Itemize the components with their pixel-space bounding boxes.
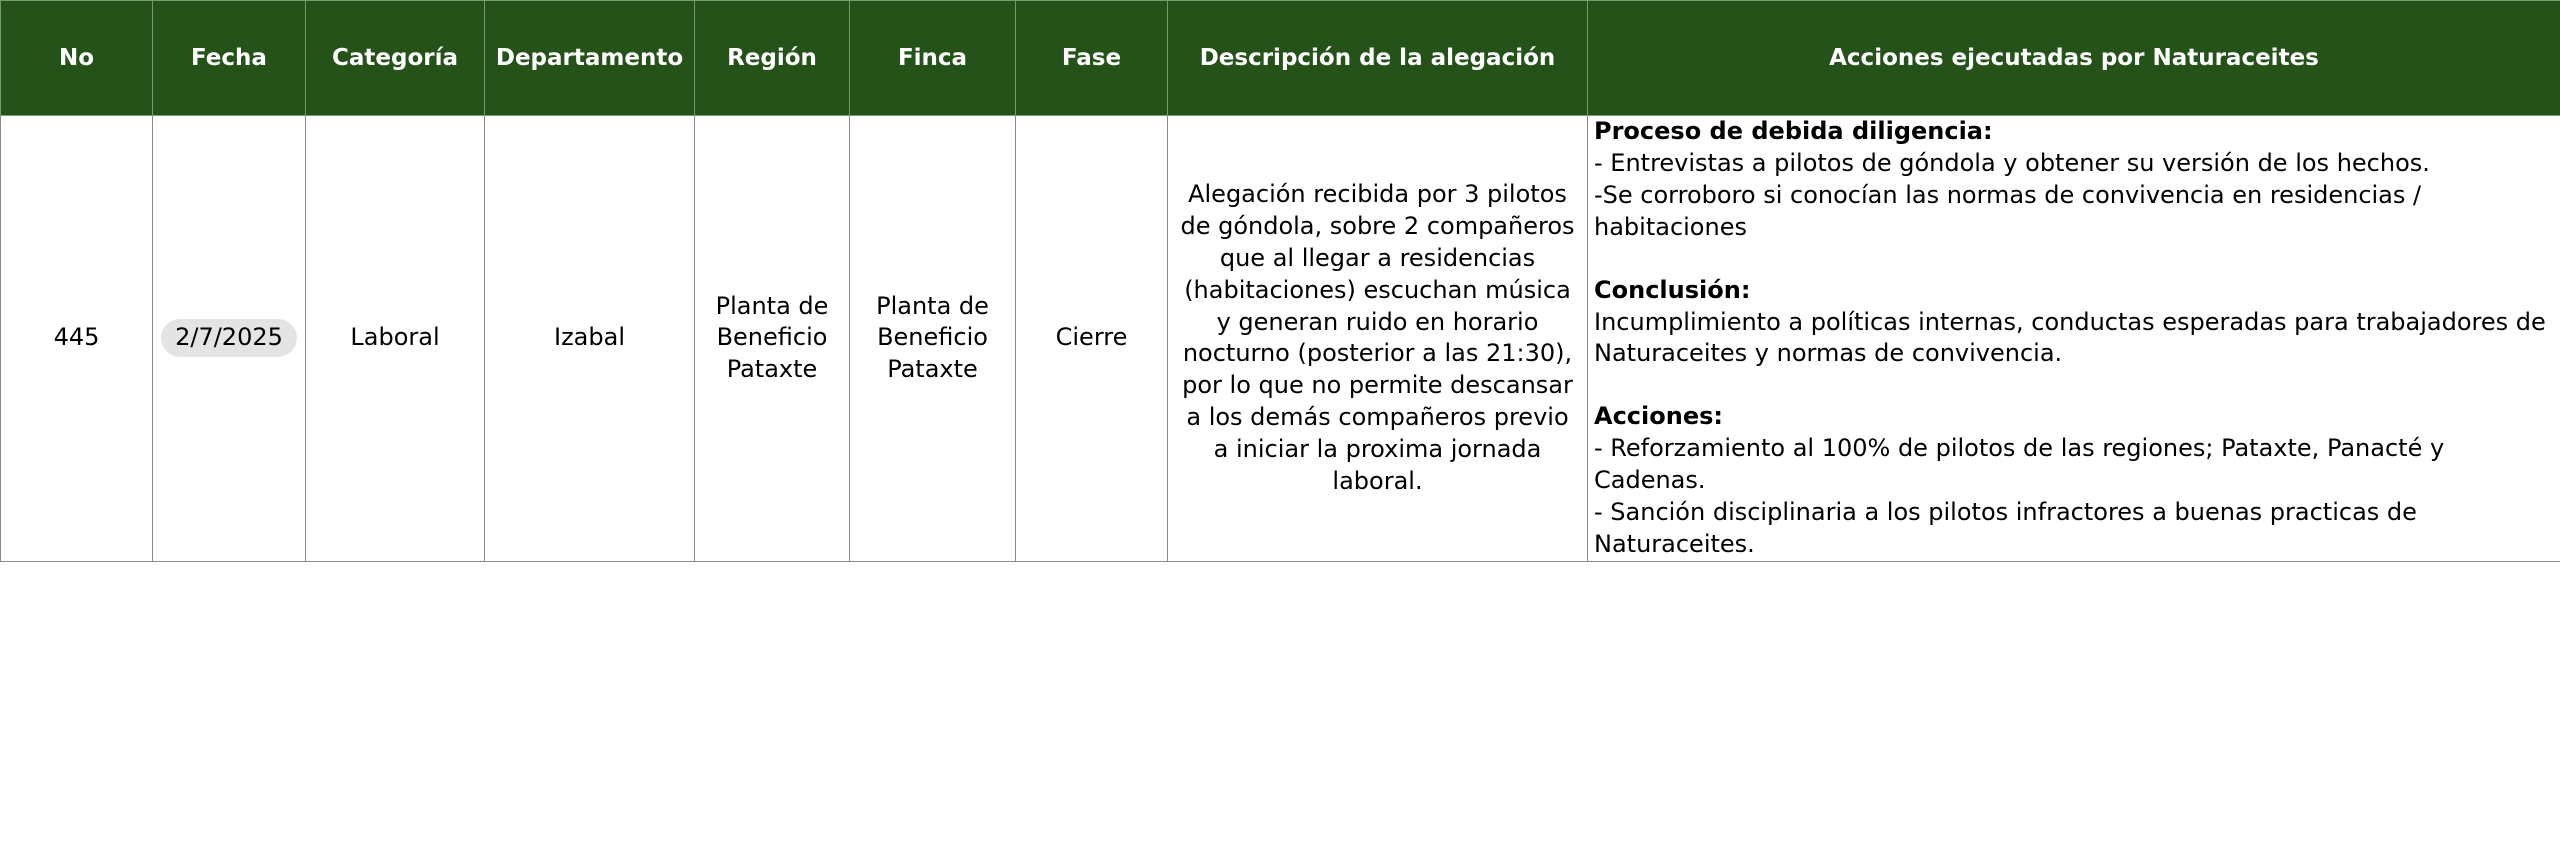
cell-finca: Planta de Beneficio Pataxte: [850, 116, 1016, 562]
header-descripcion: Descripción de la alegación: [1168, 1, 1588, 116]
header-row: [1, 1, 2560, 116]
section-line: - Sanción disciplinaria a los pilotos infractores a buenas practicas de Naturaceites.: [1594, 498, 2417, 558]
cell-fecha: [153, 116, 306, 562]
section-heading-proceso: Proceso de debida diligencia:: [1594, 117, 1993, 145]
section-line: - Entrevistas a pilotos de góndola y obtener su versión de los hechos.: [1594, 148, 2430, 177]
section-acciones: [1594, 401, 2554, 561]
header-categoria: Categoría: [306, 1, 485, 116]
section-proceso: [1594, 116, 2554, 244]
header-fase: Fase: [1016, 1, 1168, 116]
header-acciones: Acciones ejecutadas por Naturaceites: [1588, 1, 2560, 116]
section-line: Incumplimiento a políticas internas, conductas esperadas para trabajadores de Naturaceites y normas de convivencia.: [1594, 307, 2546, 368]
section-line: - Reforzamiento al 100% de pilotos de las regiones; Pataxte, Panacté y Cadenas.: [1594, 434, 2445, 495]
section-heading-acciones: Acciones:: [1594, 402, 1723, 431]
cell-categoria: Laboral: [306, 116, 485, 562]
table-row: [1, 116, 2560, 562]
cell-no: 445: [1, 116, 153, 562]
cell-fase: Cierre: [1016, 116, 1168, 562]
header-region: Región: [695, 1, 850, 116]
cell-descripcion: Alegación recibida por 3 pilotos de góndola, sobre 2 compañeros que al llegar a residencias (habitaciones) escuchan música y generan ruido en horario nocturno (posterior a las 21:30), por lo que no permite descansar a los demás compañeros previo a iniciar la proxima jornada laboral.: [1168, 116, 1588, 562]
header-departamento: Departamento: [485, 1, 695, 116]
header-finca: Finca: [850, 1, 1016, 116]
cell-acciones: [1588, 116, 2560, 562]
cell-departamento: Izabal: [485, 116, 695, 562]
header-no: No: [1, 1, 153, 116]
date-chip[interactable]: 2/7/2025: [161, 319, 297, 357]
table-header: [1, 1, 2560, 116]
section-conclusion: [1594, 275, 2554, 371]
section-heading-conclusion: Conclusión:: [1594, 275, 1751, 304]
section-line: -Se corroboro si conocían las normas de convivencia en residencias / habitaciones: [1594, 180, 2422, 241]
cell-region: Planta de Beneficio Pataxte: [695, 116, 850, 562]
header-fecha: Fecha: [153, 1, 306, 116]
